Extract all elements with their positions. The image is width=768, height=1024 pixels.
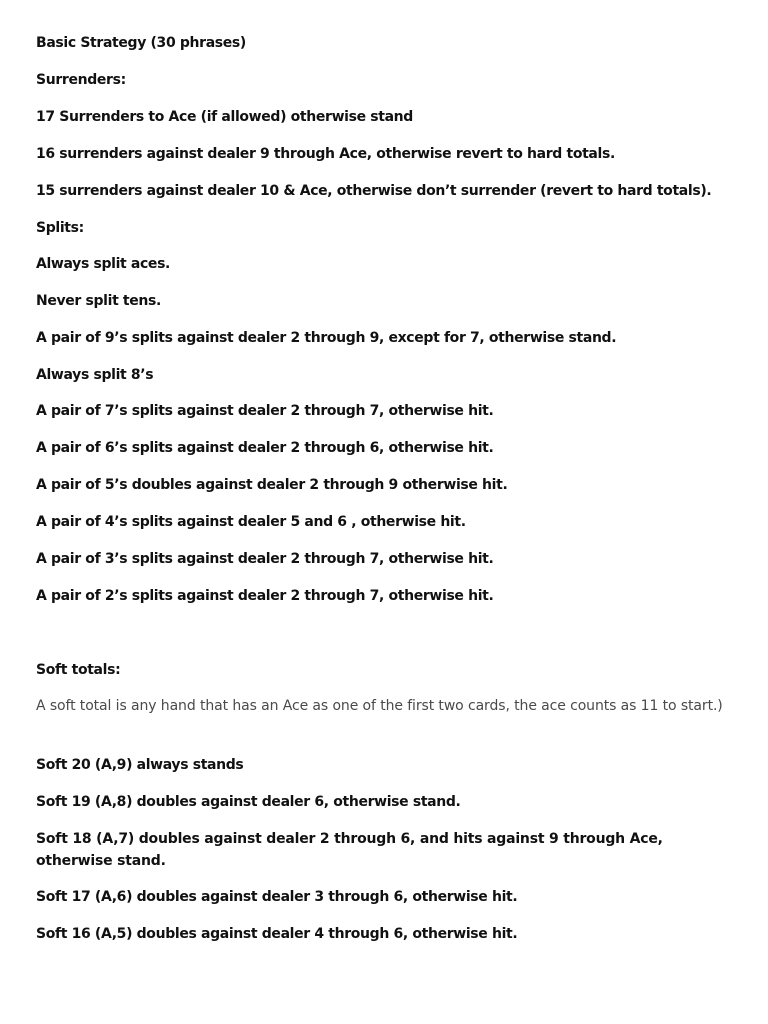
soft-totals-heading: Soft totals: xyxy=(36,662,121,678)
surrender-rule-16: 16 surrenders against dealer 9 through Ace, otherwise revert to hard totals. xyxy=(36,146,615,162)
soft-rule-17: Soft 17 (A,6) doubles against dealer 3 through 6, otherwise hit. xyxy=(36,889,518,905)
split-rule-twos: A pair of 2’s splits against dealer 2 through 7, otherwise hit. xyxy=(36,588,494,604)
split-rule-nines: A pair of 9’s splits against dealer 2 through 9, except for 7, otherwise stand. xyxy=(36,330,617,346)
split-rule-sixes: A pair of 6’s splits against dealer 2 through 6, otherwise hit. xyxy=(36,440,494,456)
soft-rule-19: Soft 19 (A,8) doubles against dealer 6, otherwise stand. xyxy=(36,794,461,810)
split-rule-eights: Always split 8’s xyxy=(36,367,154,383)
document-title: Basic Strategy (30 phrases) xyxy=(36,35,246,51)
split-rule-aces: Always split aces. xyxy=(36,256,171,272)
split-rule-fours: A pair of 4’s splits against dealer 5 and 6 , otherwise hit. xyxy=(36,514,466,530)
split-rule-sevens: A pair of 7’s splits against dealer 2 through 7, otherwise hit. xyxy=(36,403,494,419)
surrender-rule-17: 17 Surrenders to Ace (if allowed) otherwise stand xyxy=(36,109,413,125)
soft-rule-20: Soft 20 (A,9) always stands xyxy=(36,757,244,773)
split-rule-tens: Never split tens. xyxy=(36,293,161,309)
splits-heading: Splits: xyxy=(36,220,84,236)
surrenders-heading: Surrenders: xyxy=(36,72,126,88)
surrender-rule-15: 15 surrenders against dealer 10 & Ace, otherwise don’t surrender (revert to hard totals). xyxy=(36,183,712,199)
split-rule-threes: A pair of 3’s splits against dealer 2 through 7, otherwise hit. xyxy=(36,551,494,567)
soft-rule-16: Soft 16 (A,5) doubles against dealer 4 through 6, otherwise hit. xyxy=(36,926,518,942)
split-rule-fives: A pair of 5’s doubles against dealer 2 through 9 otherwise hit. xyxy=(36,477,508,493)
soft-totals-note: A soft total is any hand that has an Ace as one of the first two cards, the ace counts as 11 to start.) xyxy=(36,698,723,714)
soft-rule-18: Soft 18 (A,7) doubles against dealer 2 through 6, and hits against 9 through Ace, otherwise stand. xyxy=(36,831,663,869)
